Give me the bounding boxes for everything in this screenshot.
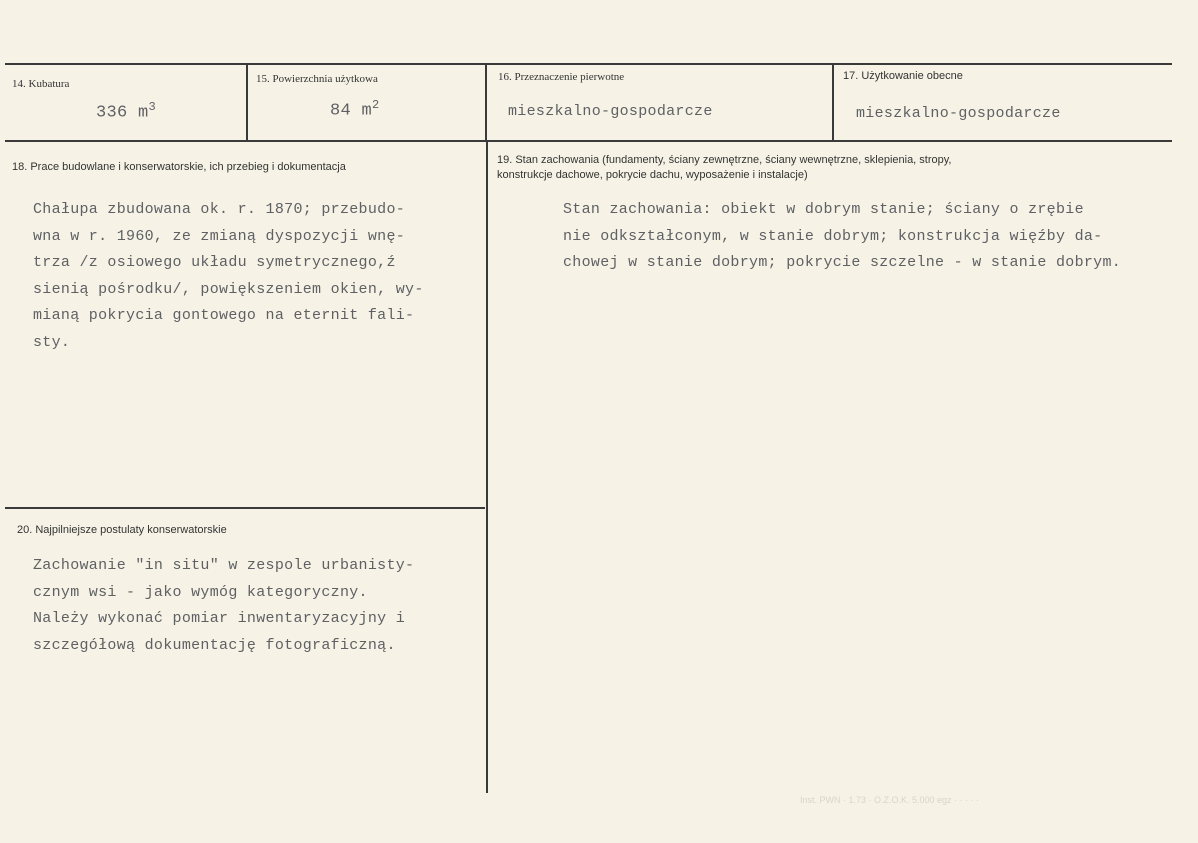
postulaty-label: 20. Najpilniejsze postulaty konserwatorskie: [17, 524, 227, 536]
stan-line: Stan zachowania: obiekt w dobrym stanie; ściany o zrębie: [563, 201, 1084, 218]
kubatura-exponent: 3: [148, 100, 157, 114]
prace-line: sienią pośrodku/, powiększeniem okien, wy-: [33, 280, 424, 298]
postulaty-line: szczegółową dokumentację fotograficzną.: [33, 636, 396, 654]
prace-line: sty.: [33, 333, 71, 351]
prace-line: wna w r. 1960, ze zmianą dyspozycji wnę-: [33, 227, 406, 245]
uzytkowanie-label: 17. Użytkowanie obecne: [843, 70, 963, 82]
printer-footer: Inst. PWN · 1.73 · O.Z.O.K. 5.000 egz · · · · ·: [800, 795, 980, 805]
prace-line: trza /z osiowego układu symetrycznego,ź: [33, 254, 396, 271]
powierzchnia-exponent: 2: [372, 98, 380, 112]
przeznaczenie-label: 16. Przeznaczenie pierwotne: [498, 71, 625, 83]
stan-text: [563, 197, 1121, 277]
row1-bottom-rule: [5, 140, 1172, 142]
przeznaczenie-value: mieszkalno-gospodarcze: [508, 103, 713, 120]
prace-label: 18. Prace budowlane i konserwatorskie, ich przebieg i dokumentacja: [12, 161, 346, 173]
powierzchnia-value: [330, 98, 380, 121]
kubatura-label: 14. Kubatura: [12, 78, 70, 90]
stan-line: chowej w stanie dobrym; pokrycie szczelne - w stanie dobrym.: [563, 254, 1122, 271]
divider-15-16: [485, 65, 487, 141]
main-vertical-divider: [486, 141, 488, 793]
kubatura-number: 336 m: [96, 103, 149, 123]
divider-14-15: [246, 65, 248, 141]
uzytkowanie-value: mieszkalno-gospodarcze: [856, 105, 1061, 122]
section20-top-rule: [5, 507, 485, 509]
prace-text: [33, 197, 424, 356]
top-rule: [5, 63, 1172, 65]
kubatura-value: [96, 100, 156, 123]
postulaty-line: cznym wsi - jako wymóg kategoryczny.: [33, 583, 368, 601]
divider-16-17: [832, 65, 834, 141]
stan-label-line1: 19. Stan zachowania (fundamenty, ściany zewnętrzne, ściany wewnętrzne, sklepienia, stropy,: [497, 154, 952, 166]
postulaty-line: Należy wykonać pomiar inwentaryzacyjny i: [33, 610, 406, 627]
postulaty-text: [33, 553, 414, 659]
prace-line: Chałupa zbudowana ok. r. 1870; przebudo-: [33, 201, 406, 218]
prace-line: mianą pokrycia gontowego na eternit fali-: [33, 307, 415, 324]
stan-line: nie odkształconym, w stanie dobrym; konstrukcja więźby da-: [563, 227, 1103, 245]
stan-label: [497, 153, 952, 183]
powierzchnia-label: 15. Powierzchnia użytkowa: [256, 73, 378, 85]
postulaty-line: Zachowanie "in situ" w zespole urbanisty-: [33, 557, 415, 574]
powierzchnia-number: 84 m: [330, 101, 373, 121]
stan-label-line2: konstrukcje dachowe, pokrycie dachu, wyposażenie i instalacje): [497, 169, 808, 181]
